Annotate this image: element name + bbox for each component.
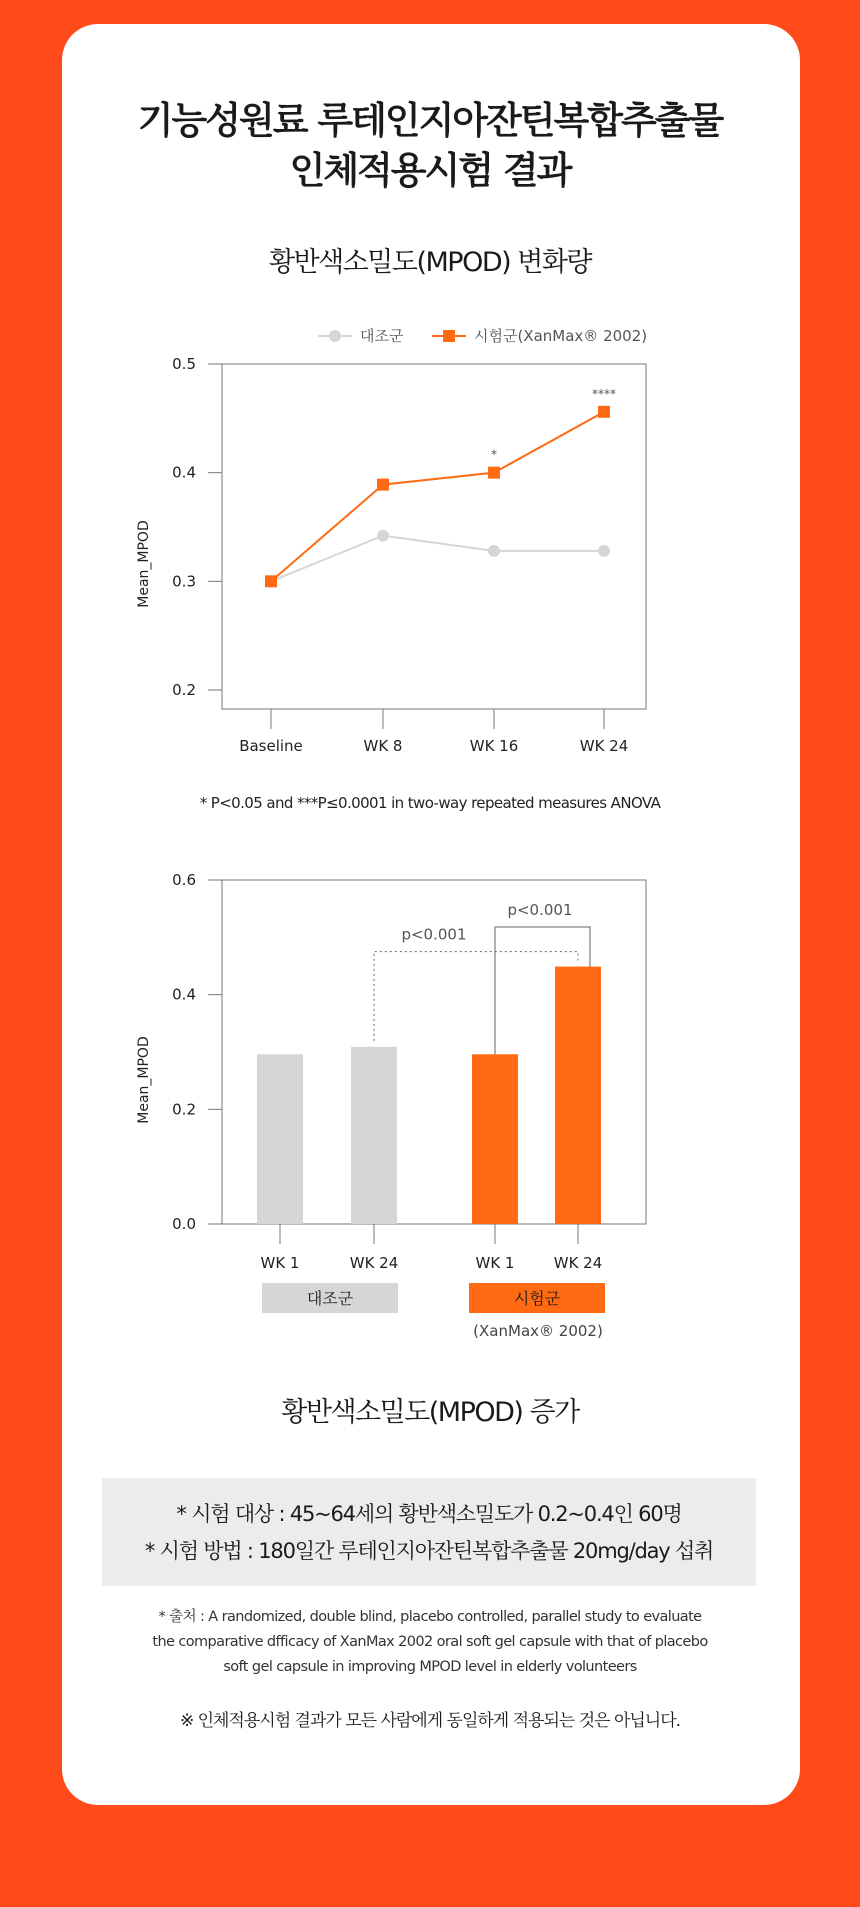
page-title-line2: 인체적용시험 결과: [289, 148, 571, 192]
series-control-point: [488, 545, 500, 557]
bar-chart-bars: [257, 967, 601, 1224]
bar-y-tick-label: 0.0: [172, 1215, 196, 1233]
chart-subtitle: 황반색소밀도(MPOD) 변화량: [268, 247, 591, 278]
line-y-tick-label: 0.2: [172, 681, 196, 699]
bar: [257, 1054, 303, 1224]
significance-marker: *: [491, 447, 497, 462]
line-chart-footnote: * P<0.05 and ***P≤0.0001 in two-way repeated measures ANOVA: [199, 794, 661, 812]
bar-x-tick-label: WK 1: [475, 1254, 515, 1272]
series-test-point: [598, 406, 610, 418]
bar-chart-y-label: Mean_MPOD: [136, 1036, 152, 1124]
bar-y-tick-label: 0.2: [172, 1100, 196, 1119]
source-citation: [130, 1605, 730, 1680]
bar: [555, 967, 601, 1224]
line-x-tick-label: WK 8: [363, 737, 403, 755]
study-subjects: * 시험 대상 : 45~64세의 황반색소밀도가 0.2~0.4인 60명: [176, 1502, 682, 1526]
disclaimer: ※ 인체적용시험 결과가 모든 사람에게 동일하게 적용되는 것은 아닙니다.: [179, 1711, 681, 1731]
bar: [472, 1054, 518, 1224]
line-chart: [136, 355, 646, 755]
line-chart-series: [265, 387, 616, 588]
legend-control-marker: [329, 330, 341, 342]
bar-y-tick-label: 0.6: [172, 871, 196, 889]
page-title-line1: 기능성원료 루테인지아잔틴복합추출물: [137, 99, 723, 142]
bar-x-tick-label: WK 24: [349, 1254, 399, 1272]
line-y-tick-label: 0.5: [172, 355, 196, 373]
bar-x-tick-label: WK 24: [553, 1254, 603, 1272]
series-test-line: [271, 412, 604, 582]
bar-x-tick-label: WK 1: [260, 1254, 300, 1272]
source-line3: soft gel capsule in improving MPOD level in elderly volunteers: [223, 1659, 637, 1675]
study-info-box: [102, 1478, 756, 1586]
line-chart-y-axis: [172, 355, 222, 699]
line-chart-legend: [318, 327, 647, 345]
study-method: * 시험 방법 : 180일간 루테인지아잔틴복합추출물 20mg/day 섭취: [144, 1539, 714, 1563]
line-x-tick-label: Baseline: [239, 737, 303, 755]
legend-test-label: 시험군(XanMax® 2002): [474, 327, 648, 345]
significance-label: p<0.001: [507, 901, 573, 920]
result-title: 황반색소밀도(MPOD) 증가: [281, 1397, 579, 1428]
group-label-test: 시험군: [513, 1289, 561, 1308]
line-y-tick-label: 0.4: [172, 463, 196, 482]
bar: [351, 1047, 397, 1224]
significance-bracket-dotted: [374, 952, 578, 1041]
line-x-tick-label: WK 16: [469, 737, 519, 755]
significance-marker: ****: [592, 386, 616, 401]
bar-chart-y-axis: [172, 871, 222, 1233]
series-control-point: [598, 545, 610, 557]
bar-chart: [136, 871, 646, 1340]
series-control-point: [377, 530, 389, 542]
legend-control-label: 대조군: [360, 327, 404, 345]
group-label-control: 대조군: [306, 1289, 354, 1308]
bar-chart-x-axis: [261, 1224, 603, 1272]
line-chart-y-label: Mean_MPOD: [136, 520, 152, 608]
significance-label: p<0.001: [401, 925, 467, 944]
line-chart-frame: [222, 364, 646, 709]
series-test-point: [377, 479, 389, 491]
legend-test-marker: [443, 330, 455, 342]
series-test-point: [488, 467, 500, 479]
group-label-test-sub: (XanMax® 2002): [473, 1322, 603, 1340]
series-test-point: [265, 575, 277, 587]
source-line1: * 출처 : A randomized, double blind, placebo controlled, parallel study to evaluate: [158, 1609, 702, 1625]
line-y-tick-label: 0.3: [172, 572, 196, 591]
line-x-tick-label: WK 24: [579, 737, 629, 755]
line-chart-x-axis: [239, 709, 628, 755]
source-line2: the comparative dfficacy of XanMax 2002 oral soft gel capsule with that of placebo: [152, 1634, 708, 1650]
bar-y-tick-label: 0.4: [172, 985, 196, 1004]
series-control-line: [271, 536, 604, 582]
